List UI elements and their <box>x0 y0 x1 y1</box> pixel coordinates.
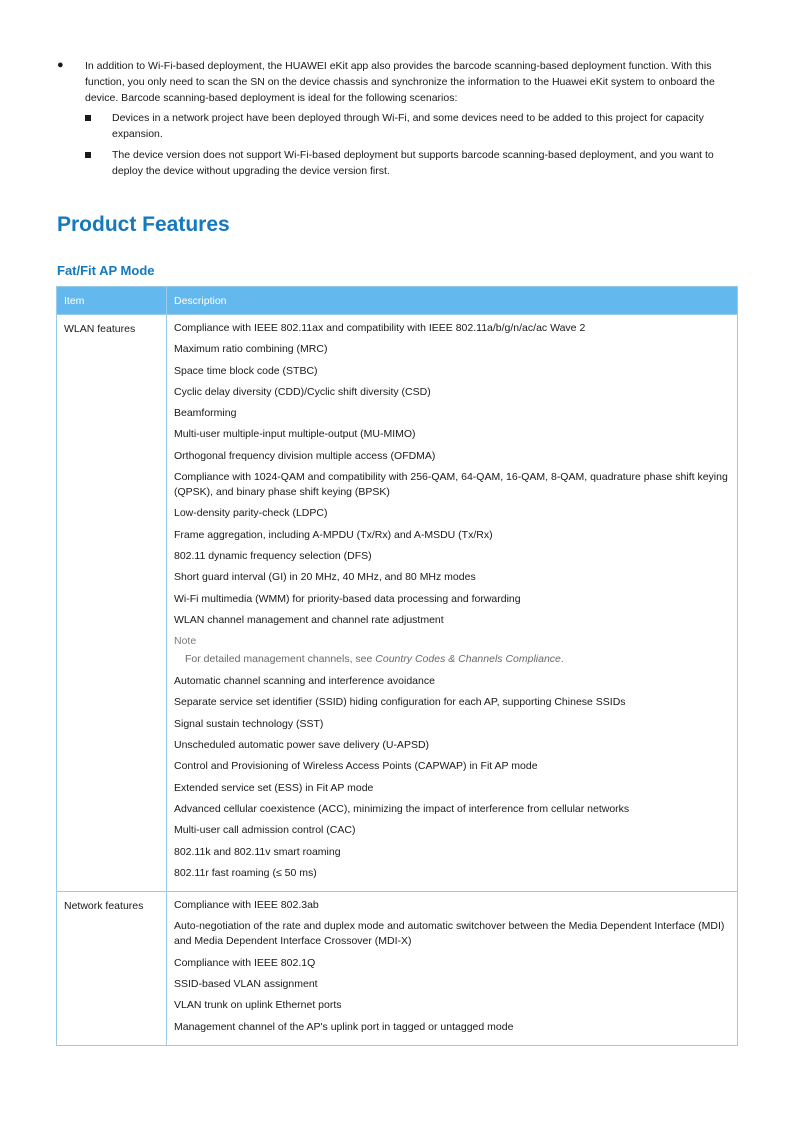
subsection-title: Fat/Fit AP Mode <box>57 263 155 278</box>
feature-item: Frame aggregation, including A-MPDU (Tx/Rx) and A-MSDU (Tx/Rx) <box>174 528 493 541</box>
note-text-after: . <box>560 653 564 666</box>
feature-item: Auto-negotiation of the rate and duplex mode and automatic switchover between the Media Dependent Interface (MDI) and Media Dependent Interface Crossover (MDI-X) <box>174 920 725 948</box>
note-text-before: For detailed management channels, see <box>185 653 376 666</box>
feature-item: Space time block code (STBC) <box>174 364 318 377</box>
table-header-row <box>57 287 738 315</box>
list-item <box>57 110 737 142</box>
network-feature-list <box>174 898 730 1034</box>
table-row <box>57 892 738 1046</box>
feature-item: Multi-user call admission control (CAC) <box>174 824 356 837</box>
row-item-wlan: WLAN features <box>57 315 167 892</box>
sub-bullet-text: The device version does not support Wi-Fi-based deployment but supports barcode scanning-based deployment, and you want to deploy the device without upgrading the device version first. <box>112 149 714 177</box>
bullet-square-icon <box>85 152 91 158</box>
table-row <box>57 315 738 892</box>
header-item: Item <box>57 287 167 315</box>
section-title: Product Features <box>57 213 230 236</box>
feature-item: Wi-Fi multimedia (WMM) for priority-based data processing and forwarding <box>174 592 521 605</box>
feature-item: Maximum ratio combining (MRC) <box>174 343 328 356</box>
intro-bullets <box>57 58 737 179</box>
row-description-network <box>167 892 738 1046</box>
note-link[interactable]: Country Codes & Channels Compliance <box>375 653 561 666</box>
feature-item: WLAN channel management and channel rate adjustment <box>174 613 444 626</box>
feature-item: Advanced cellular coexistence (ACC), minimizing the impact of interference from cellular networks <box>174 802 630 815</box>
main-bullet-text: In addition to Wi-Fi-based deployment, the HUAWEI eKit app also provides the barcode scanning-based deployment function. With this function, you only need to scan the SN on the device chassis and synchronize the information to the Huawei eKit system to onboard the device. Barcode scanning-based deployment is ideal for the following scenarios: <box>85 60 715 104</box>
bullet-dot-icon: ● <box>57 59 64 71</box>
wlan-feature-list-after-note <box>174 674 730 881</box>
feature-item: Low-density parity-check (LDPC) <box>174 507 328 520</box>
feature-item: Cyclic delay diversity (CDD)/Cyclic shift diversity (CSD) <box>174 385 431 398</box>
feature-item: Compliance with IEEE 802.3ab <box>174 899 319 912</box>
row-description-wlan <box>167 315 738 892</box>
feature-item: Separate service set identifier (SSID) hiding configuration for each AP, supporting Chinese SSIDs <box>174 696 626 709</box>
feature-item: Control and Provisioning of Wireless Access Points (CAPWAP) in Fit AP mode <box>174 760 538 773</box>
feature-item: Automatic channel scanning and interference avoidance <box>174 675 435 688</box>
feature-item: Compliance with 1024-QAM and compatibility with 256-QAM, 64-QAM, 16-QAM, 8-QAM, quadrature phase shift keying (QPSK), and binary phase shift keying (BPSK) <box>174 471 728 499</box>
row-item-network: Network features <box>57 892 167 1046</box>
note-label: Note <box>174 635 197 648</box>
feature-item: Short guard interval (GI) in 20 MHz, 40 MHz, and 80 MHz modes <box>174 571 476 584</box>
note-text <box>174 652 730 667</box>
feature-item: 802.11k and 802.11v smart roaming <box>174 845 341 858</box>
feature-item: 802.11r fast roaming (≤ 50 ms) <box>174 866 317 879</box>
list-item <box>57 58 737 106</box>
features-table <box>56 286 738 1046</box>
feature-item: 802.11 dynamic frequency selection (DFS) <box>174 549 372 562</box>
feature-item: Beamforming <box>174 407 237 420</box>
feature-item: Compliance with IEEE 802.11ax and compatibility with IEEE 802.11a/b/g/n/ac/ac Wave 2 <box>174 322 586 334</box>
feature-item: Signal sustain technology (SST) <box>174 717 324 730</box>
feature-item: VLAN trunk on uplink Ethernet ports <box>174 999 342 1012</box>
feature-item: Orthogonal frequency division multiple access (OFDMA) <box>174 449 436 462</box>
list-item <box>57 147 737 179</box>
feature-item: SSID-based VLAN assignment <box>174 978 318 991</box>
feature-item: Compliance with IEEE 802.1Q <box>174 956 316 969</box>
feature-item: Extended service set (ESS) in Fit AP mode <box>174 781 374 794</box>
sub-bullet-text: Devices in a network project have been deployed through Wi-Fi, and some devices need to be added to this project for capacity expansion. <box>112 112 704 140</box>
feature-item: Management channel of the AP's uplink port in tagged or untagged mode <box>174 1020 514 1033</box>
feature-item: Unscheduled automatic power save delivery (U-APSD) <box>174 739 430 752</box>
wlan-feature-list <box>174 321 730 628</box>
bullet-square-icon <box>85 115 91 121</box>
header-description: Description <box>167 287 738 315</box>
feature-item: Multi-user multiple-input multiple-output (MU-MIMO) <box>174 428 416 441</box>
